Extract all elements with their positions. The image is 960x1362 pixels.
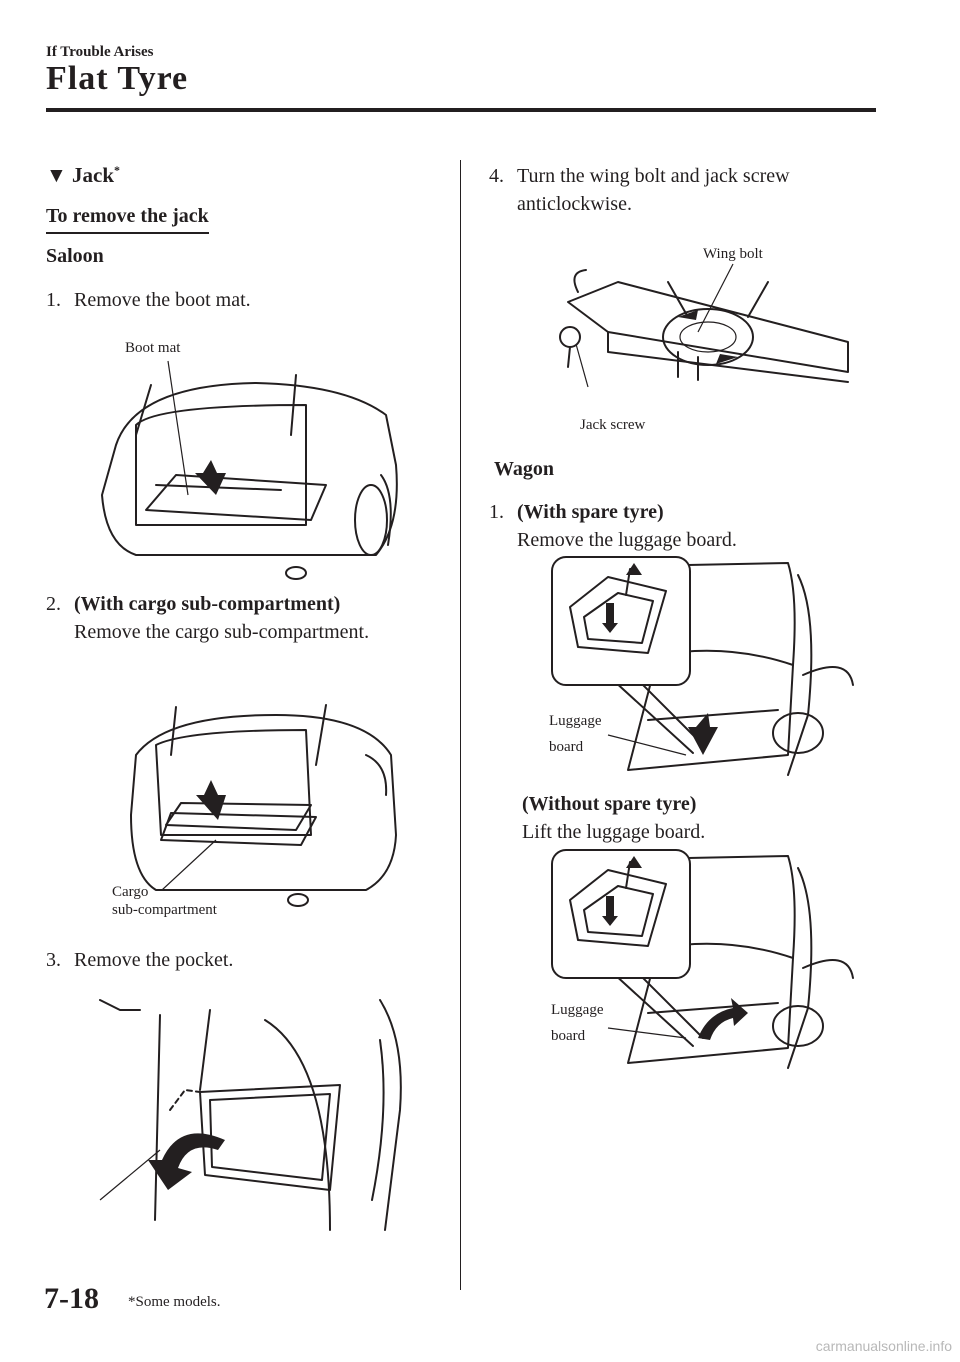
step-text: Remove the cargo sub-compartment. [74, 621, 370, 643]
cargo-label-line1: Cargo [112, 884, 149, 900]
step-text: Remove the boot mat. [74, 289, 251, 311]
luggage-board-label-1 [549, 708, 601, 760]
luggage-label-line1: Luggage [549, 713, 602, 729]
luggage-label-line2: board [549, 739, 584, 755]
luggage-label-line1: Luggage [551, 1002, 604, 1018]
step-1 [46, 286, 251, 314]
step-number: 3. [46, 949, 61, 971]
wing-bolt-label: Wing bolt [703, 246, 763, 262]
cargo-label-line2: sub-compartment [112, 902, 217, 918]
step-number: 4. [489, 165, 504, 187]
footnote: *Some models. [128, 1294, 221, 1310]
step-text: Remove the luggage board. [517, 529, 737, 551]
boot-mat-illustration [96, 355, 416, 585]
cargo-sub-compartment-label [112, 883, 217, 919]
wagon-step-1 [489, 498, 737, 554]
column-divider [460, 160, 461, 1290]
step-2 [46, 590, 369, 646]
jack-heading [46, 163, 120, 188]
remove-jack-heading: To remove the jack [46, 205, 209, 234]
luggage-board-label-2 [551, 997, 603, 1049]
step-number: 2. [46, 593, 61, 615]
step-3 [46, 946, 233, 974]
step-text-line1: Turn the wing bolt and jack screw [517, 165, 790, 187]
watermark: carmanualsonline.info [815, 1338, 952, 1354]
step-text-line2: anticlockwise. [517, 193, 632, 215]
pocket-illustration [100, 1000, 410, 1230]
jack-screw-label: Jack screw [580, 417, 646, 433]
step-number: 1. [489, 501, 504, 523]
without-spare-heading: (Without spare tyre) [522, 793, 697, 815]
page-number: 7-18 [44, 1282, 99, 1315]
step-condition: (With cargo sub-compartment) [74, 593, 341, 615]
title-rule [46, 108, 876, 112]
wagon-heading: Wagon [494, 458, 555, 480]
section-label: If Trouble Arises [46, 44, 154, 60]
jack-illustration [548, 262, 858, 402]
boot-mat-label: Boot mat [125, 340, 181, 356]
without-spare-text: Lift the luggage board. [522, 821, 706, 843]
triangle-bullet-icon: ▼ [46, 163, 67, 187]
step-4 [489, 162, 790, 218]
jack-footnote-mark: * [114, 163, 121, 177]
step-condition: (With spare tyre) [517, 501, 664, 523]
step-number: 1. [46, 289, 61, 311]
luggage-label-line2: board [551, 1028, 586, 1044]
step-text: Remove the pocket. [74, 949, 234, 971]
saloon-heading: Saloon [46, 245, 104, 267]
jack-heading-text: Jack [72, 163, 115, 187]
page-title: Flat Tyre [46, 60, 189, 97]
cargo-sub-compartment-illustration [126, 695, 406, 895]
